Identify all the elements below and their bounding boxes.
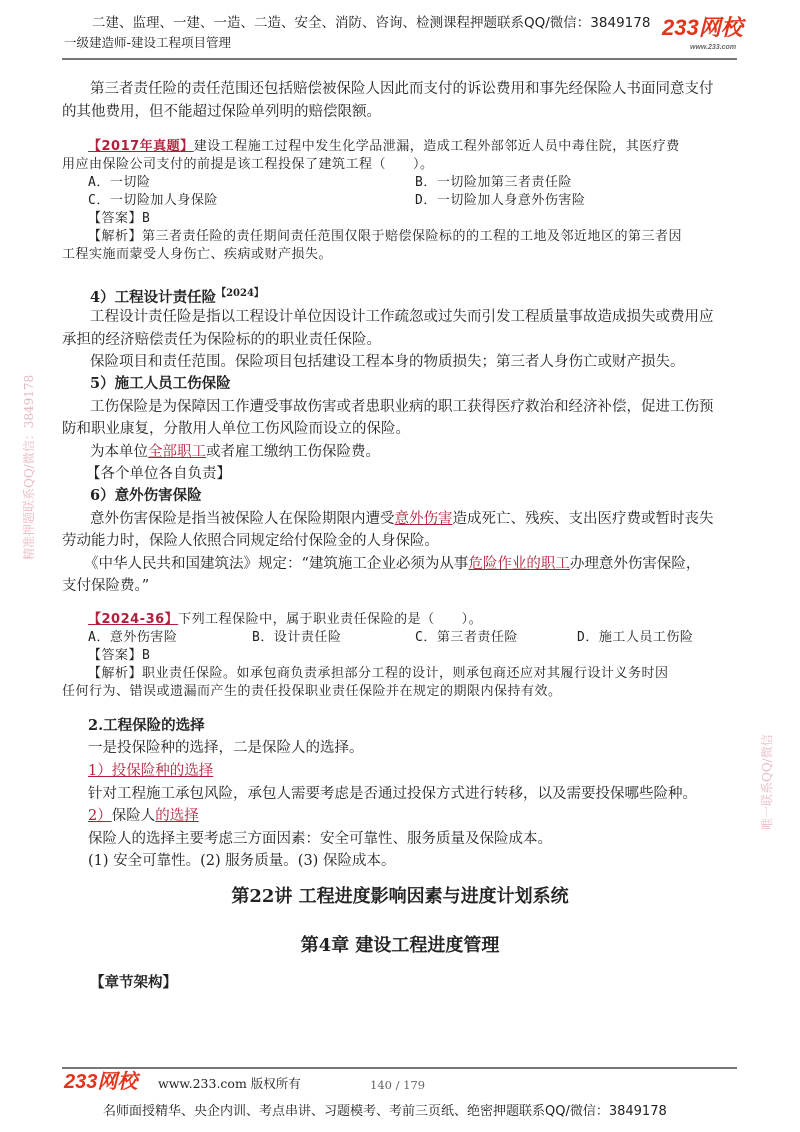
- footer-logo: 233网校: [64, 1071, 138, 1093]
- text: 造成死亡、残疾、支出医疗费或暂时丧失: [452, 511, 714, 527]
- question-stem: 建设工程施工过程中发生化学品泄漏，造成工程外部邻近人员中毒住院，其医疗费: [193, 139, 680, 154]
- note: 【各个单位各自负责】: [86, 466, 231, 482]
- option-c: C．一切险加人身保险: [88, 193, 218, 208]
- subheading: 保险人: [111, 808, 156, 824]
- analysis: 工程实施而蒙受人身伤亡、疾病或财产损失。: [62, 247, 333, 262]
- paragraph: 承担的经济赔偿责任为保险标的的职业责任保险。: [62, 332, 381, 348]
- watermark: 精准押题联系QQ/微信：3849178: [22, 374, 36, 560]
- watermark: 唯一联系QQ/微信: [760, 734, 774, 830]
- section-title: 6）意外伤害保险: [90, 487, 202, 504]
- header-rule: [62, 58, 737, 60]
- section-title: 5）施工人员工伤保险: [90, 375, 231, 392]
- subheading: 2）: [88, 808, 112, 824]
- header-logo-url: www.233.com: [690, 44, 737, 51]
- framework-label: 【章节架构】: [90, 974, 177, 991]
- paragraph: 劳动能力时，保险人依照合同规定给付保险金的人身保险。: [62, 533, 439, 549]
- chapter-heading: 第4章 建设工程进度管理: [300, 935, 500, 956]
- answer: 【答案】B: [88, 211, 151, 226]
- text: 《中华人民共和国建筑法》规定：“建筑施工企业必须为从事: [84, 556, 469, 572]
- text: 或者雇工缴纳工伤保险费。: [206, 444, 380, 460]
- highlight: 危险作业的职工: [468, 556, 570, 572]
- paragraph: 针对工程施工承包风险，承包人需要考虑是否通过投保方式进行转移，以及需要投保哪些险种。: [88, 786, 697, 802]
- option-a: A．一切险: [88, 175, 151, 190]
- subheading: 的选择: [155, 808, 199, 824]
- question-tag: 【2024-36】: [88, 612, 179, 627]
- paragraph: 保险人的选择主要考虑三方面因素：安全可靠性、服务质量及保险成本。: [88, 831, 552, 847]
- paragraph: 的其他费用，但不能超过保险单列明的赔偿限额。: [62, 104, 381, 120]
- section-title: 4）工程设计责任险: [90, 288, 217, 306]
- paragraph: 支付保险费。”: [62, 578, 150, 594]
- paragraph: 第三者责任险的责任范围还包括赔偿被保险人因此而支付的诉讼费用和事先经保险人书面同意支付: [90, 81, 714, 97]
- question-stem: 下列工程保险中，属于职业责任保险的是（ ）。: [178, 612, 483, 627]
- footer-promo: 名师面授精华、央企内训、考点串讲、习题模考、考前三页纸、绝密押题联系QQ/微信：3849178: [103, 1104, 667, 1119]
- paragraph: 防和职业康复，分散用人单位工伤风险而设立的保险。: [62, 421, 410, 437]
- option-b: B．设计责任险: [252, 630, 342, 645]
- page-number: 140 / 179: [370, 1078, 426, 1092]
- option-c: C．第三者责任险: [415, 630, 518, 645]
- subheading: 1）投保险种的选择: [88, 763, 214, 779]
- text: 意外伤害保险是指当被保险人在保险期限内遭受: [90, 511, 395, 527]
- highlight: 意外伤害: [394, 511, 453, 527]
- analysis: 任何行为、错误或遗漏而产生的责任投保职业责任保险并在规定的期限内保持有效。: [62, 684, 562, 699]
- option-d: D．一切险加人身意外伤害险: [415, 193, 586, 208]
- text: 办理意外伤害保险，: [569, 556, 701, 572]
- question-tag: 【2017年真题】: [88, 139, 194, 154]
- footer-rule: [62, 1067, 737, 1069]
- paragraph: 保险项目和责任范围。保险项目包括建设工程本身的物质损失；第三者人身伤亡或财产损失。: [90, 354, 685, 370]
- header-logo: 233网校: [662, 15, 743, 40]
- copyright: www.233.com 版权所有: [158, 1076, 301, 1091]
- question-stem: 用应由保险公司支付的前提是该工程投保了建筑工程（ ）。: [62, 157, 434, 172]
- paragraph: 工伤保险是为保障因工作遭受事故伤害或者患职业病的职工获得医疗救治和经济补偿，促进工伤预: [90, 399, 714, 415]
- paragraph: 一是投保险种的选择，二是保险人的选择。: [88, 740, 364, 756]
- paragraph: (1) 安全可靠性。(2) 服务质量。(3) 保险成本。: [88, 853, 396, 869]
- text: 为本单位: [90, 444, 148, 460]
- lecture-heading: 第22讲 工程进度影响因素与进度计划系统: [231, 886, 569, 907]
- analysis: 【解析】第三者责任险的责任期间责任范围仅限于赔偿保险标的的工程的工地及邻近地区的第三者因: [88, 229, 683, 244]
- option-a: A．意外伤害险: [88, 630, 178, 645]
- section-title: 2.工程保险的选择: [88, 717, 205, 734]
- option-b: B．一切险加第三者责任险: [415, 175, 572, 190]
- answer: 【答案】B: [88, 648, 151, 663]
- highlight: 全部职工: [148, 444, 206, 460]
- analysis: 【解析】职业责任保险。如承包商负责承担部分工程的设计，则承包商还应对其履行设计义务时因: [88, 666, 669, 681]
- year-tag: 【2024】: [216, 288, 264, 299]
- header-subtitle: 一级建造师-建设工程项目管理: [64, 35, 232, 50]
- header-promo: 二建、监理、一建、一造、二造、安全、消防、咨询、检测课程押题联系QQ/微信：3849178: [92, 15, 651, 31]
- option-d: D．施工人员工伤险: [577, 630, 694, 645]
- paragraph: 工程设计责任险是指以工程设计单位因设计工作疏忽或过失而引发工程质量事故造成损失或费用应: [90, 309, 714, 325]
